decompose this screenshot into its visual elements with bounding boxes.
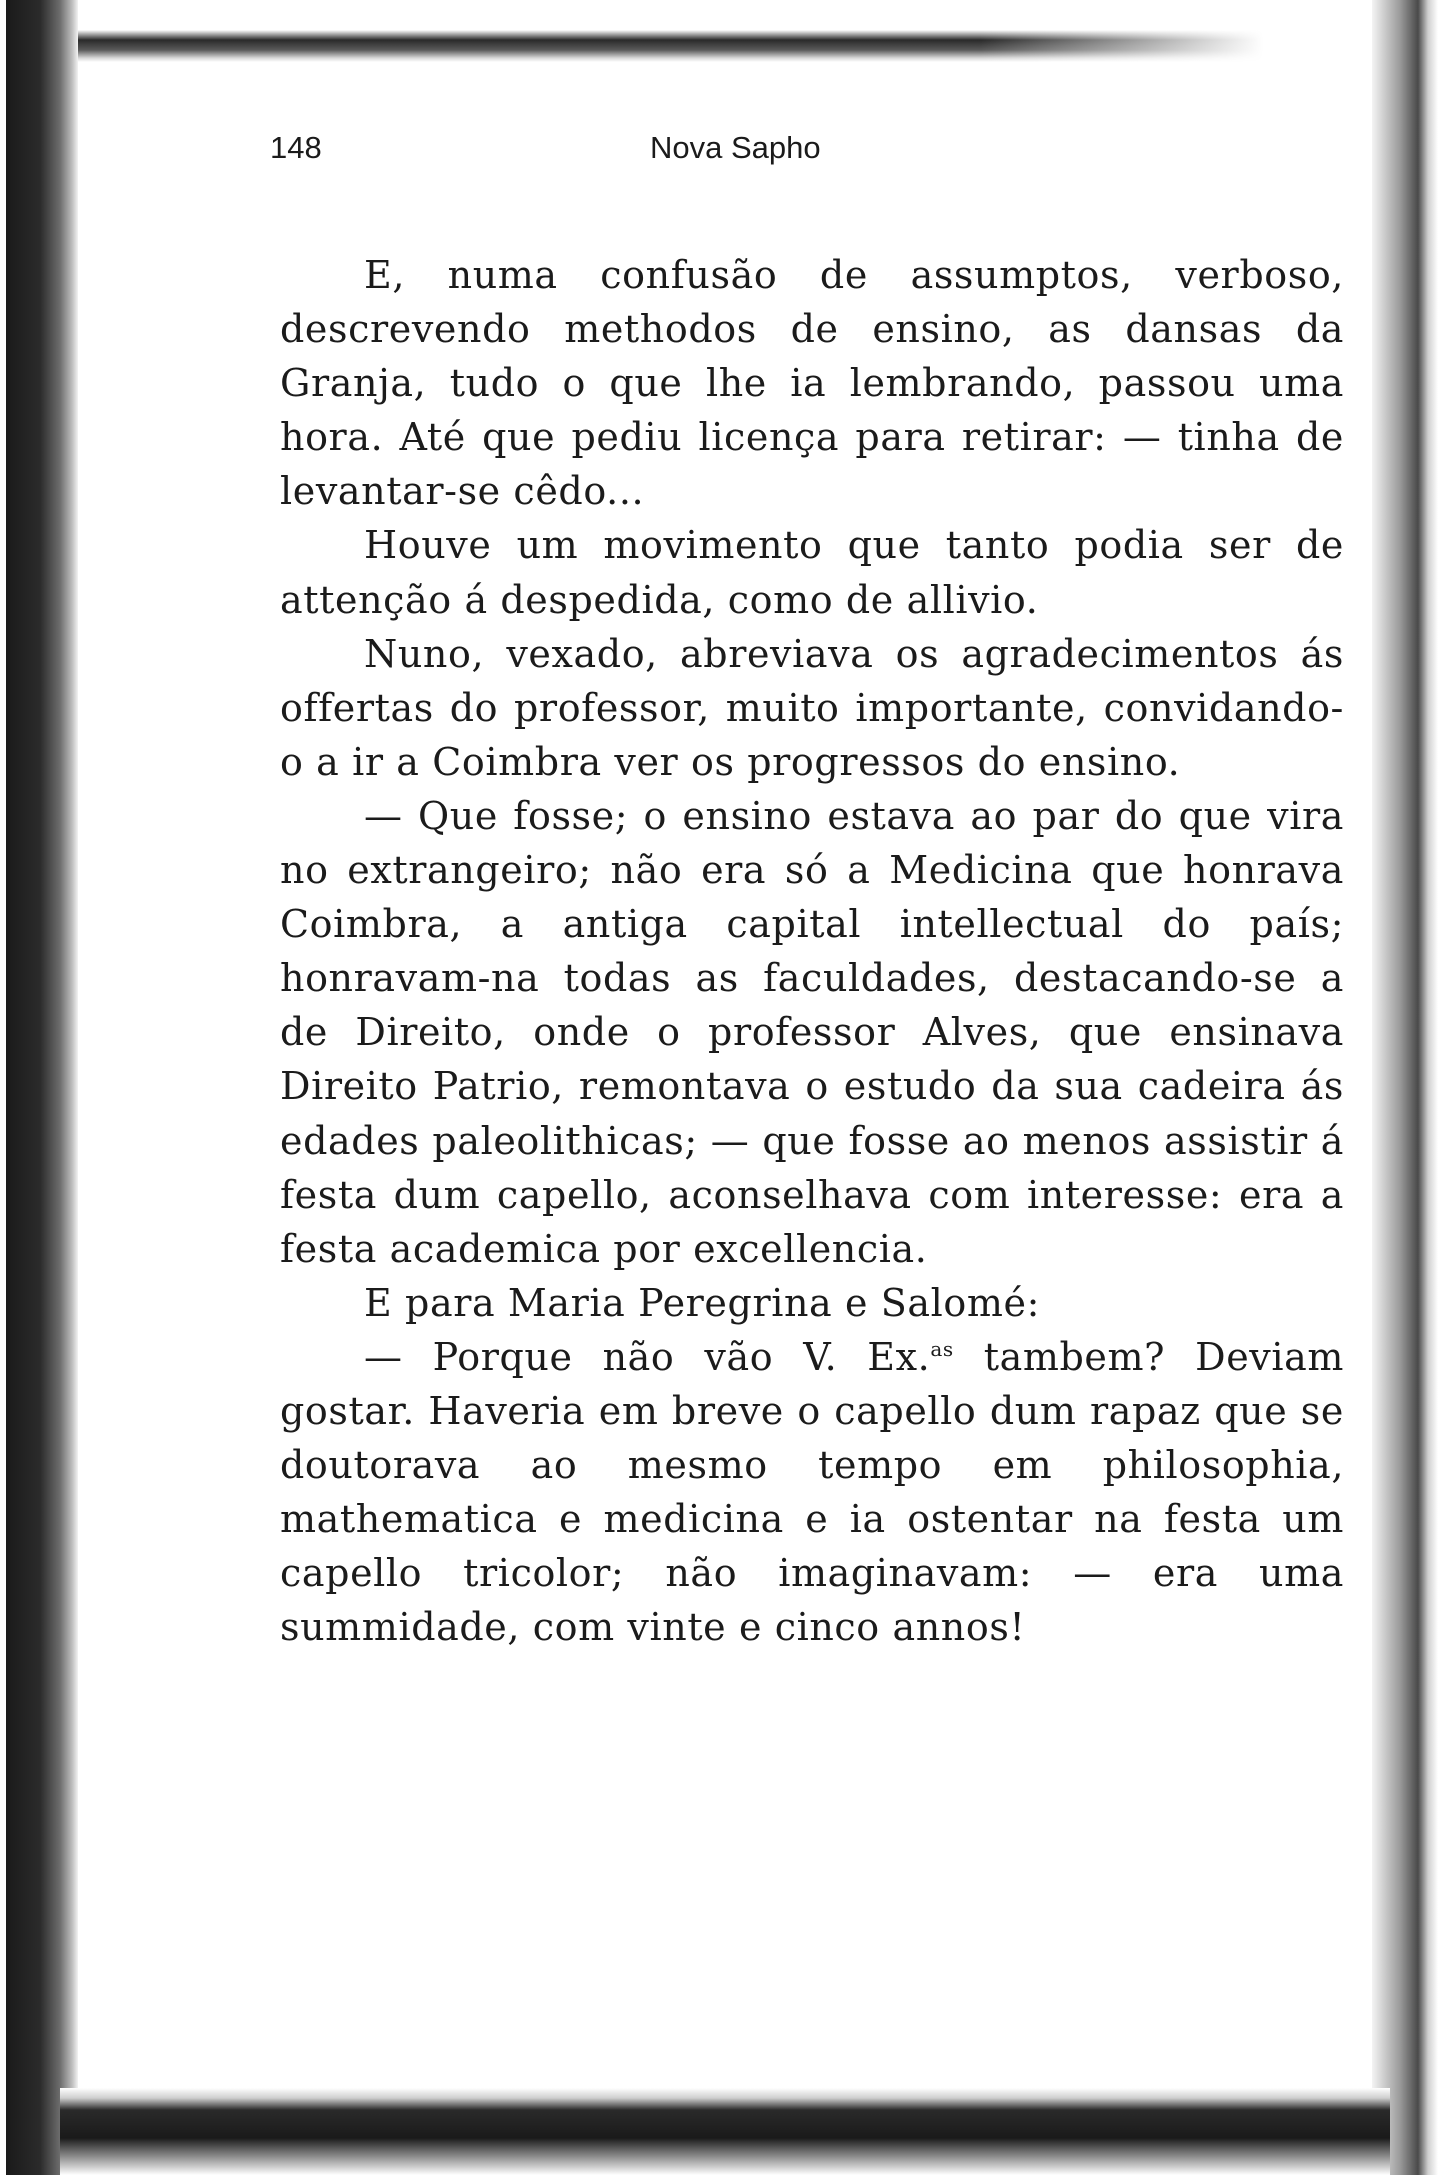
paragraph: Nuno, vexado, abreviava os agradecimentos ás offertas do professor, muito importante, convidando-o a ir a Coimbra ver os progressos do ensino. bbox=[280, 631, 1344, 784]
body-text bbox=[280, 248, 1344, 1654]
page-number: 148 bbox=[270, 130, 322, 165]
book-page bbox=[110, 60, 1360, 2070]
scan-border-right bbox=[1372, 0, 1452, 2175]
dialogue-paragraph bbox=[280, 1330, 1344, 1655]
paragraph: E, numa confusão de assumptos, verboso, descrevendo methodos de ensino, as dansas da Granja, tudo o que lhe ia lembrando, passou uma hora. Até que pediu licença para retirar: — tinha de levantar-se cêdo... bbox=[280, 253, 1344, 514]
paragraph: E para Maria Peregrina e Salomé: bbox=[364, 1280, 1040, 1325]
dialogue-paragraph: — Que fosse; o ensino estava ao par do que vira no extrangeiro; não era só a Medicina que honrava Coimbra, a antiga capital intellectual do país; honravam-na todas as faculdades, destacando-se a de Direito, onde o professor Alves, que ensinava Direito Patrio, remontava o estudo da sua cadeira ás edades paleolithicas; — que fosse ao menos assistir á festa dum capello, aconselhava com interesse: era a festa academica por excellencia. bbox=[280, 793, 1344, 1271]
book-spine-shadow bbox=[0, 0, 78, 2175]
dialogue-text-end: tambem? Deviam gostar. Haveria em breve o capello dum rapaz que se doutorava ao mesmo tempo em philosophia, mathematica e medicina e ia ostentar na festa um capello tricolor; não imaginavam: — era uma summidade, com vinte e cinco annos! bbox=[280, 1334, 1344, 1650]
paragraph: Houve um movimento que tanto podia ser de attenção á despedida, como de allivio. bbox=[280, 523, 1344, 622]
book-title: Nova Sapho bbox=[650, 130, 821, 165]
dialogue-text-start: — Porque não vão V. Ex. bbox=[364, 1334, 931, 1379]
scan-border-bottom bbox=[60, 2088, 1390, 2175]
abbreviation-superscript: as bbox=[930, 1336, 954, 1361]
running-head bbox=[110, 130, 1360, 190]
